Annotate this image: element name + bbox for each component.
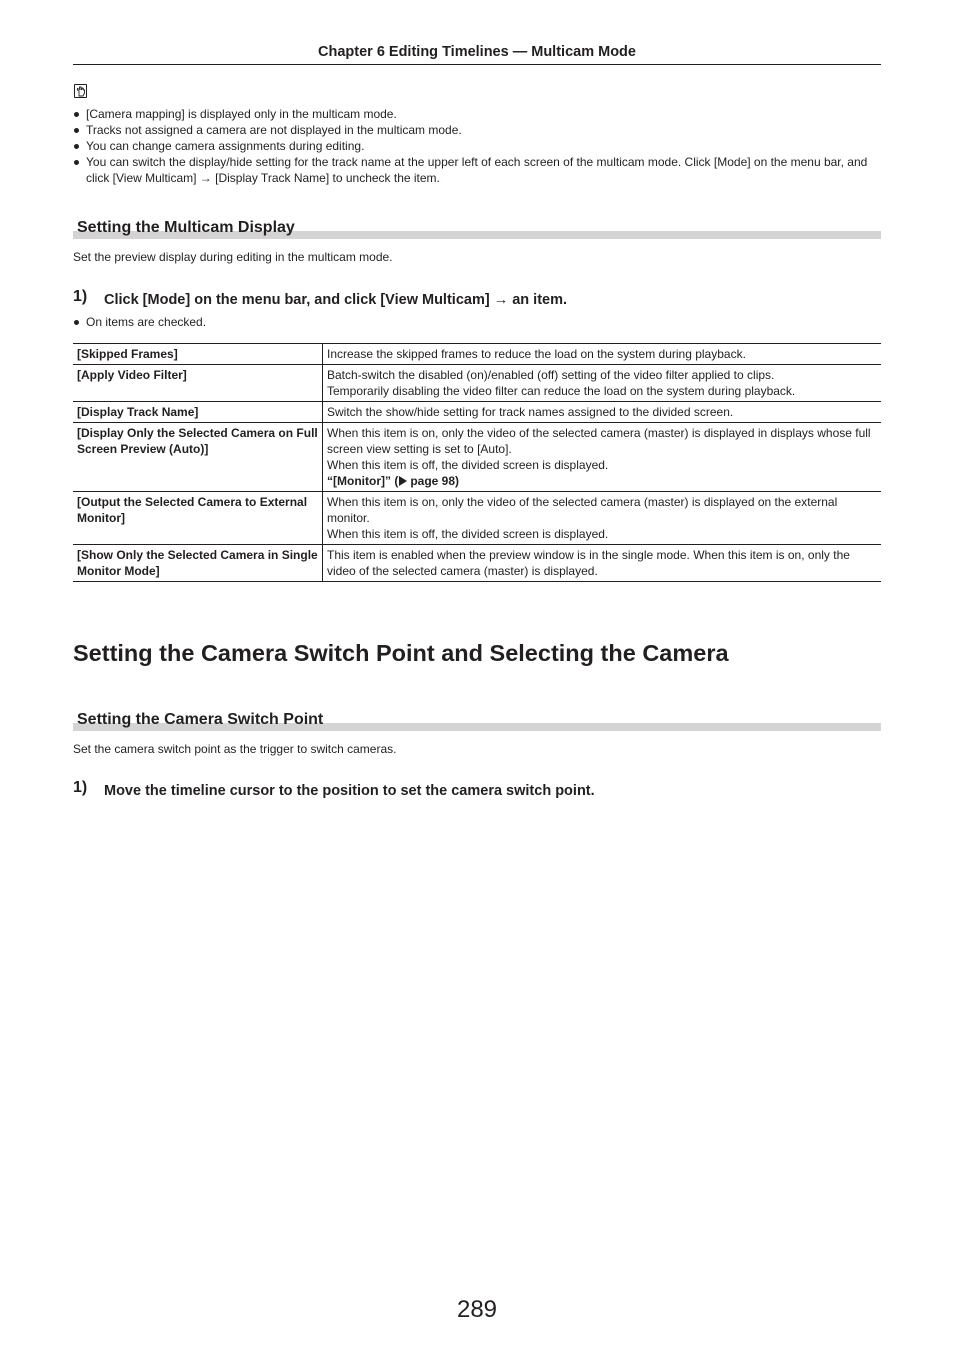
section-heading-text: Setting the Multicam Display (77, 219, 295, 236)
note-icon (74, 84, 87, 98)
reference-label: “[Monitor]” ( (327, 474, 399, 488)
description-line: When this item is off, the divided screen is displayed. (327, 458, 609, 472)
option-description (323, 492, 882, 545)
section-heading-multicam-display (73, 219, 881, 241)
page-title: Setting the Camera Switch Point and Selecting the Camera (73, 640, 729, 666)
step-number: 1) (73, 288, 88, 305)
multicam-options-table (73, 343, 881, 582)
page-arrow-icon (399, 476, 407, 486)
option-description (323, 423, 882, 492)
note-list (73, 106, 881, 186)
note-item: Tracks not assigned a camera are not displayed in the multicam mode. (73, 122, 881, 138)
description-line: Batch-switch the disabled (on)/enabled (off) setting of the video filter applied to clips. (327, 368, 775, 382)
description-line: When this item is on, only the video of the selected camera (master) is displayed on the external monitor. (327, 495, 838, 525)
description-line: Temporarily disabling the video filter can reduce the load on the system during playback. (327, 384, 796, 398)
section-intro: Set the preview display during editing in the multicam mode. (73, 250, 393, 264)
note-item: You can switch the display/hide setting for the track name at the upper left of each screen of the multicam mode. Click [Mode] on the menu bar, and click [View Multicam] → [Display Track Name] to uncheck the item. (73, 154, 881, 186)
option-description (323, 365, 882, 402)
page-reference-link[interactable] (327, 473, 877, 489)
table-row (73, 365, 881, 402)
section-heading-text: Setting the Camera Switch Point (77, 711, 324, 728)
option-name: [Apply Video Filter] (73, 365, 323, 402)
option-name: [Show Only the Selected Camera in Single Monitor Mode] (73, 545, 323, 582)
table-row (73, 344, 881, 365)
description-line: Switch the show/hide setting for track names assigned to the divided screen. (327, 405, 734, 419)
step-text: Click [Mode] on the menu bar, and click [View Multicam] → an item. (104, 292, 568, 308)
option-description (323, 344, 882, 365)
chapter-header: Chapter 6 Editing Timelines — Multicam Mode (318, 44, 636, 60)
table-row (73, 545, 881, 582)
option-name: [Output the Selected Camera to External Monitor] (73, 492, 323, 545)
description-line: When this item is on, only the video of the selected camera (master) is displayed in displays whose full screen view setting is set to [Auto]. (327, 426, 871, 456)
description-line: Increase the skipped frames to reduce the load on the system during playback. (327, 347, 746, 361)
step-text: Move the timeline cursor to the position to set the camera switch point. (104, 783, 595, 799)
table-row (73, 402, 881, 423)
section-intro: Set the camera switch point as the trigger to switch cameras. (73, 742, 397, 756)
section-heading-camera-switch-point (73, 711, 881, 733)
option-name: [Display Track Name] (73, 402, 323, 423)
step-number: 1) (73, 779, 88, 796)
option-name: [Skipped Frames] (73, 344, 323, 365)
step-note: On items are checked. (73, 314, 954, 330)
option-description (323, 402, 882, 423)
reference-page: page 98) (410, 474, 459, 488)
note-item: You can change camera assignments during editing. (73, 138, 881, 154)
header-rule (73, 64, 881, 65)
option-description (323, 545, 882, 582)
table-row (73, 423, 881, 492)
note-item: [Camera mapping] is displayed only in the multicam mode. (73, 106, 881, 122)
description-line: This item is enabled when the preview window is in the single mode. When this item is on, only the video of the selected camera (master) is displayed. (327, 548, 850, 578)
table-row (73, 492, 881, 545)
page-number: 289 (456, 1296, 498, 1323)
option-name: [Display Only the Selected Camera on Full Screen Preview (Auto)] (73, 423, 323, 492)
description-line: When this item is off, the divided screen is displayed. (327, 527, 609, 541)
